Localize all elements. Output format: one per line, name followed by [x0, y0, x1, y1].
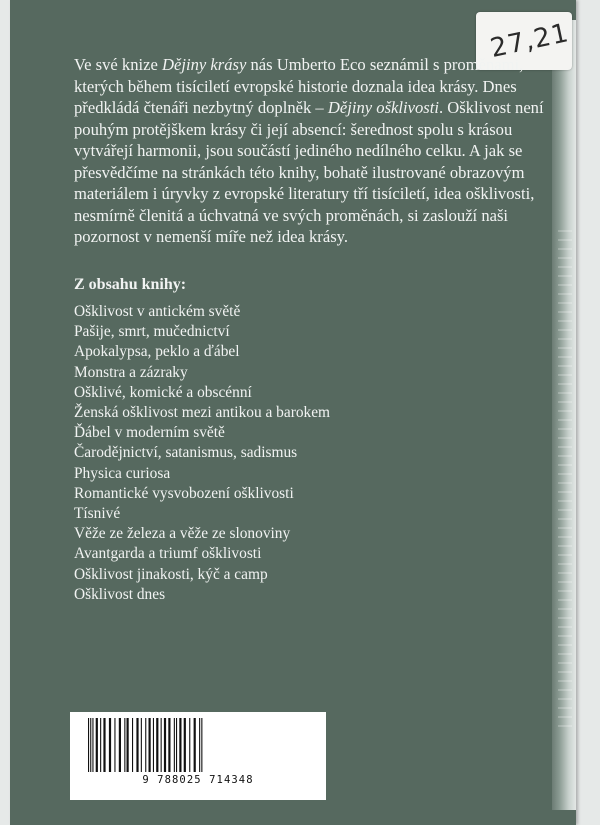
barcode-bar [100, 718, 101, 772]
blurb-text-3: . Ošklivost není pouhým protějškem krásy či její absencí: šerednost spolu s krásou vytvářejí harmonii, jsou součástí jediného nedílného celku. A jak se přesvědčíme na stránkách této knihy, bohatě ilustrované obrazovým materiálem i úryvky z evropské literatury tří tisíciletí, idea ošklivosti, nesmírně členitá a úchvatná ve svých proměnách, si zaslouží naši pozornost v nemenší míře než idea krásy. [74, 98, 544, 246]
barcode-bar [114, 718, 115, 772]
barcode-bar [145, 718, 146, 772]
barcode-bars [84, 718, 312, 774]
barcode-bar [141, 718, 142, 772]
barcode-bar [103, 718, 105, 772]
barcode-bar [194, 718, 196, 772]
price-label: 27,21 [487, 18, 572, 64]
contents-item: Pašije, smrt, mučednictví [74, 323, 230, 341]
barcode-bar [179, 718, 181, 772]
barcode-bar [92, 718, 93, 772]
contents-item: Apokalypsa, peklo a ďábel [74, 343, 240, 361]
barcode-bar [90, 718, 91, 772]
barcode-bar [176, 718, 177, 772]
shrink-wrap-glare [558, 230, 572, 730]
barcode-bar [109, 718, 111, 772]
barcode-bar [161, 718, 162, 772]
barcode-bar [153, 718, 154, 772]
contents-item: Ošklivost jinakosti, kýč a camp [74, 565, 268, 583]
barcode-bar [199, 718, 200, 772]
blurb-paragraph [74, 54, 544, 248]
contents-item: Physica curiosa [74, 464, 171, 482]
contents-item: Ošklivost v antickém světě [74, 303, 241, 320]
barcode-bar [168, 718, 170, 772]
contents-list [74, 302, 330, 605]
barcode-bar [156, 718, 158, 772]
blurb-book-title-beauty: Dějiny krásy [162, 55, 247, 74]
barcode-bar [127, 718, 129, 772]
book-back-cover [10, 0, 576, 825]
barcode-bar [124, 718, 125, 772]
barcode-bar [174, 718, 175, 772]
contents-item: Monstra a zázraky [74, 363, 188, 381]
contents-heading: Z obsahu knihy: [74, 276, 187, 293]
contents-item: Čarodějnictví, satanismus, sadismus [74, 444, 298, 462]
blurb-book-title-ugliness: Dějiny ošklivosti [327, 98, 439, 117]
contents-item: Ošklivé, komické a obscénní [74, 383, 252, 401]
barcode-bar [189, 718, 190, 772]
barcode-bar [132, 718, 133, 772]
contents-item: Romantické vysvobození ošklivosti [74, 484, 294, 502]
barcode-bar [164, 718, 166, 772]
barcode-bar [149, 718, 151, 772]
barcode-bar [88, 718, 89, 772]
barcode-bar [136, 718, 138, 772]
blurb-text-2: nás Umberto Eco seznámil s proměnami, kterých během tisíciletí evropské historie doznala idea krásy. Dnes předkládá čtenáři nezbytný doplněk – [74, 55, 524, 117]
contents-item: Avantgarda a triumf ošklivosti [74, 545, 262, 563]
contents-item: Tísnivé [74, 505, 121, 523]
isbn-barcode [70, 712, 326, 800]
blurb-text-1: Ve své knize [74, 55, 163, 74]
contents-item: Ďábel v moderním světě [74, 424, 225, 442]
barcode-number: 9 788025 714348 [142, 774, 254, 786]
barcode-bar [119, 718, 121, 772]
barcode-bar [184, 718, 186, 772]
contents-item: Věže ze železa a věže ze slonoviny [74, 525, 291, 543]
contents-item: Ženská ošklivost mezi antikou a barokem [74, 404, 331, 422]
contents-item: Ošklivost dnes [74, 585, 166, 603]
barcode-bar [96, 718, 98, 772]
barcode-bar [201, 718, 202, 772]
